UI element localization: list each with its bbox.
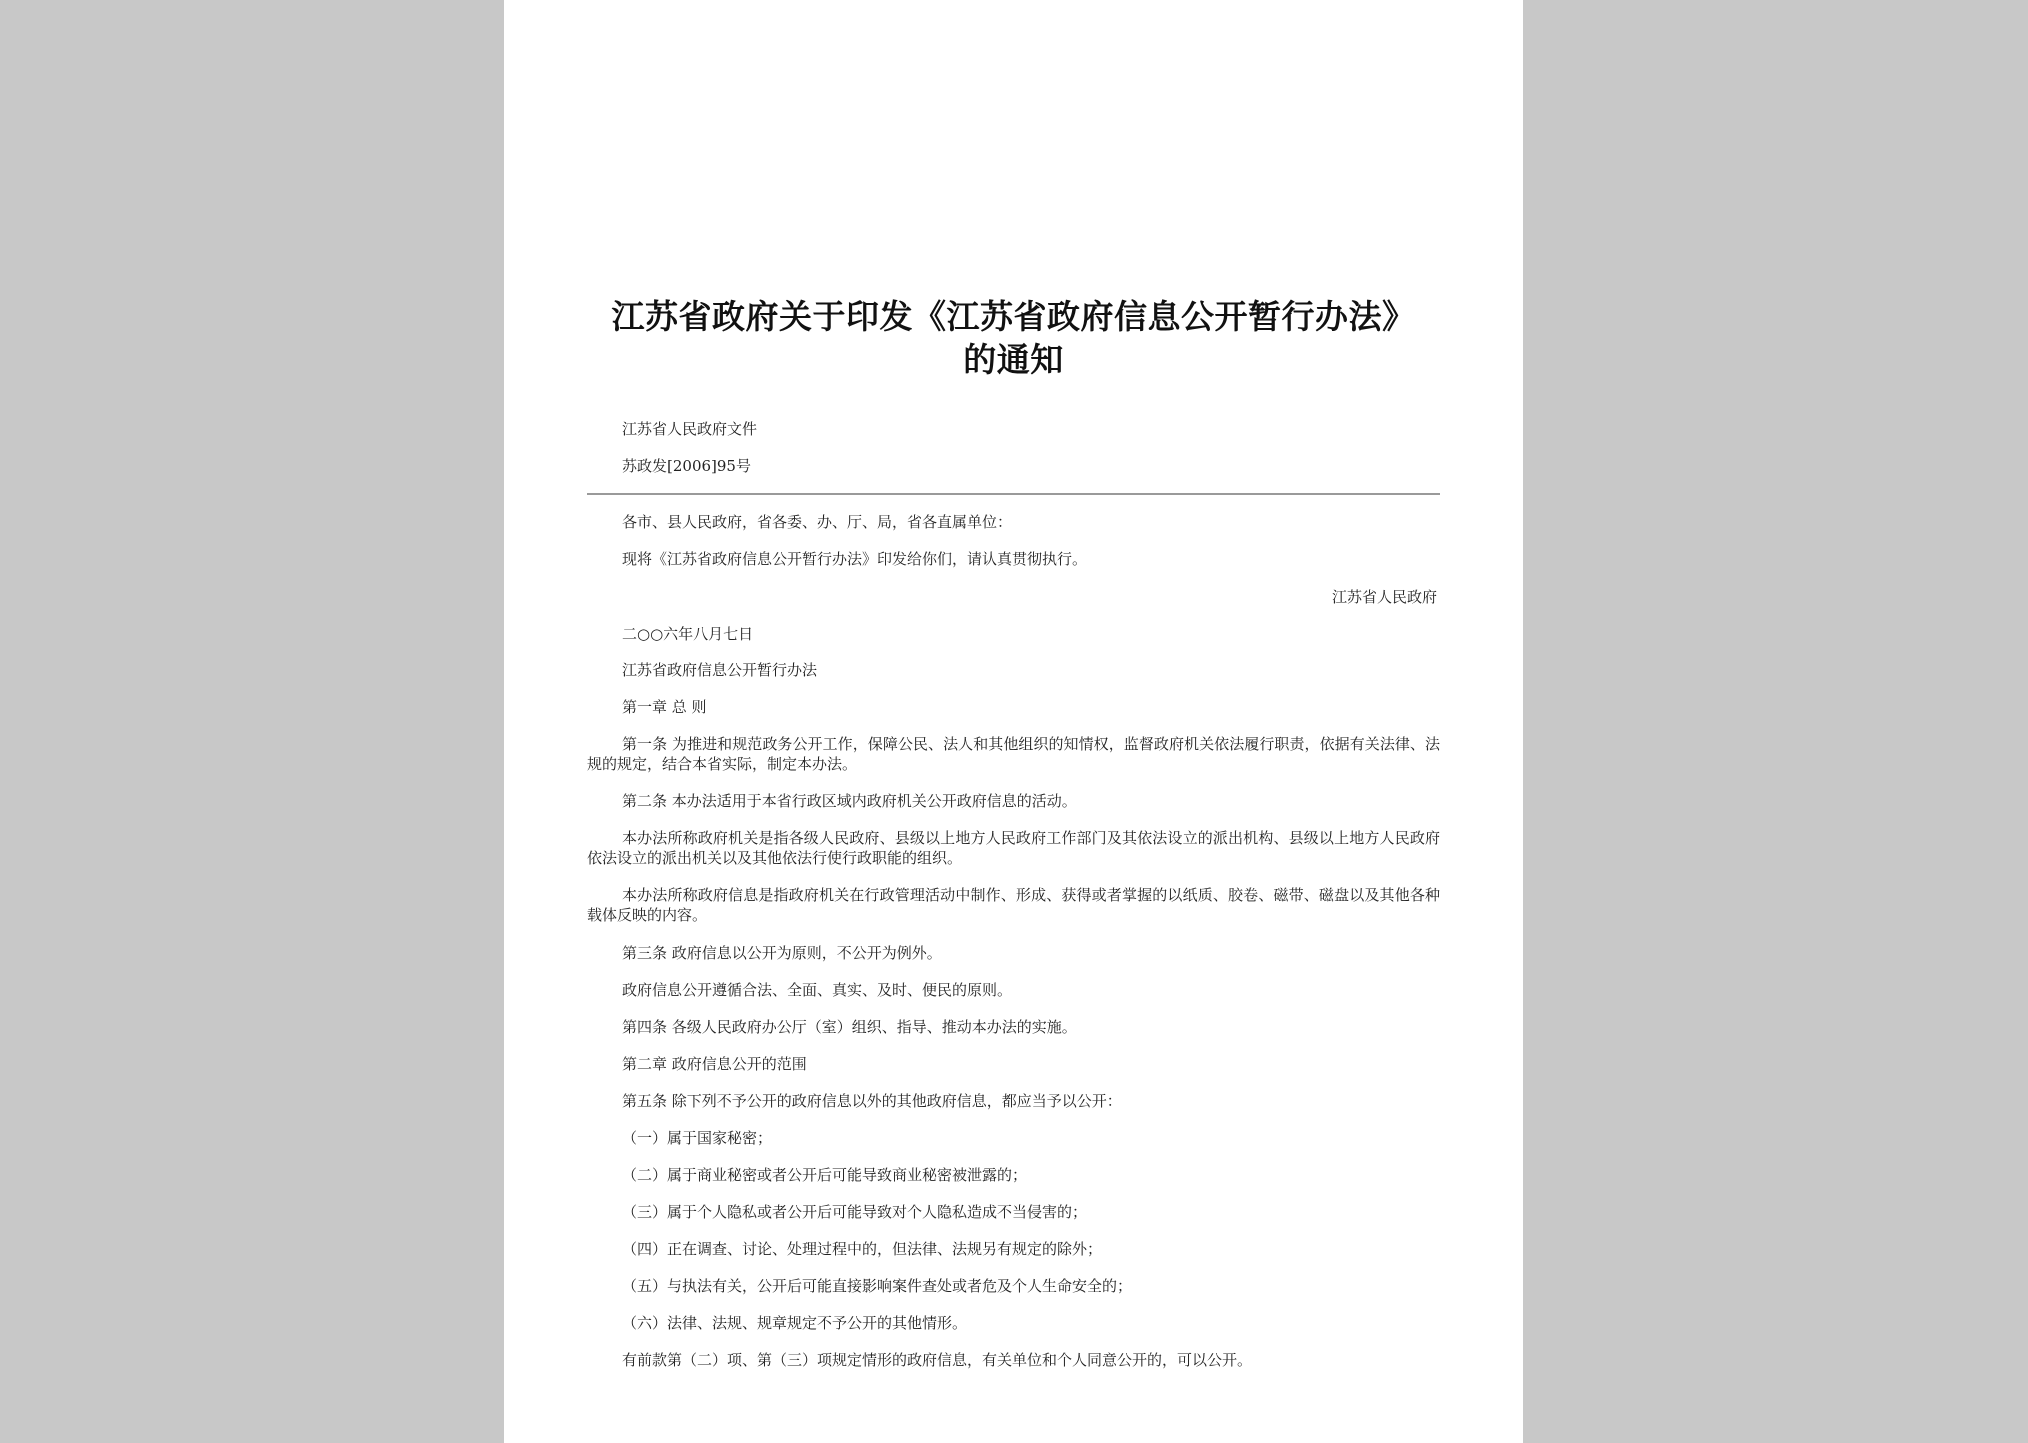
article-3: 第三条 政府信息以公开为原则，不公开为例外。 — [622, 944, 942, 962]
article-2-paragraph-2: 本办法所称政府机关是指各级人民政府、县级以上地方人民政府工作部门及其依法设立的派出机构、县级以上地方人民政府 依法设立的派出机关以及其他依法行使行政职能的组织。 — [587, 829, 1440, 867]
notice-text: 现将《江苏省政府信息公开暂行办法》印发给你们，请认真贯彻执行。 — [622, 550, 1088, 568]
article-1: 第一条 为推进和规范政务公开工作，保障公民、法人和其他组织的知情权，监督政府机关依法履行职责，依据有关法律、法规的规定，结合本省实际，制定本办法。 — [587, 735, 1440, 773]
closing-paragraph: 有前款第（二）项、第（三）项规定情形的政府信息，有关单位和个人同意公开的，可以公开。 — [622, 1351, 1253, 1369]
issuer: 江苏省人民政府文件 — [622, 420, 758, 438]
chapter-1-heading: 第一章 总 则 — [622, 698, 707, 716]
header-divider — [587, 493, 1440, 495]
list-item-3: （三）属于个人隐私或者公开后可能导致对个人隐私造成不当侵害的； — [622, 1203, 1088, 1221]
measures-title: 江苏省政府信息公开暂行办法 — [622, 661, 818, 679]
chapter-2-heading: 第二章 政府信息公开的范围 — [622, 1055, 807, 1073]
document-page — [504, 0, 1523, 1443]
doc-number: 苏政发[2006]95号 — [622, 457, 751, 475]
article-2-paragraph-3: 本办法所称政府信息是指政府机关在行政管理活动中制作、形成、获得或者掌握的以纸质、胶卷、磁带、磁盘以及其他各种载体反映的内容。 — [587, 886, 1440, 924]
article-5: 第五条 除下列不予公开的政府信息以外的其他政府信息，都应当予以公开： — [622, 1092, 1122, 1110]
article-3-paragraph-2: 政府信息公开遵循合法、全面、真实、及时、便民的原则。 — [622, 981, 1013, 999]
list-item-6: （六）法律、法规、规章规定不予公开的其他情形。 — [622, 1314, 968, 1332]
addressees: 各市、县人民政府，省各委、办、厅、局，省各直属单位： — [622, 513, 1013, 531]
article-2: 第二条 本办法适用于本省行政区域内政府机关公开政府信息的活动。 — [622, 792, 1077, 810]
list-item-2: （二）属于商业秘密或者公开后可能导致商业秘密被泄露的； — [622, 1166, 1028, 1184]
list-item-4: （四）正在调查、讨论、处理过程中的，但法律、法规另有规定的除外； — [622, 1240, 1103, 1258]
document-title — [544, 295, 1483, 381]
signature: 江苏省人民政府 — [1331, 588, 1437, 606]
title-line-2: 的通知 — [963, 340, 1064, 379]
list-item-5: （五）与执法有关，公开后可能直接影响案件查处或者危及个人生命安全的； — [622, 1277, 1133, 1295]
issue-date: 二○○六年八月七日 — [622, 625, 754, 643]
title-line-1: 江苏省政府关于印发《江苏省政府信息公开暂行办法》 — [611, 297, 1416, 336]
list-item-1: （一）属于国家秘密； — [622, 1129, 773, 1147]
article-4: 第四条 各级人民政府办公厅（室）组织、指导、推动本办法的实施。 — [622, 1018, 1077, 1036]
